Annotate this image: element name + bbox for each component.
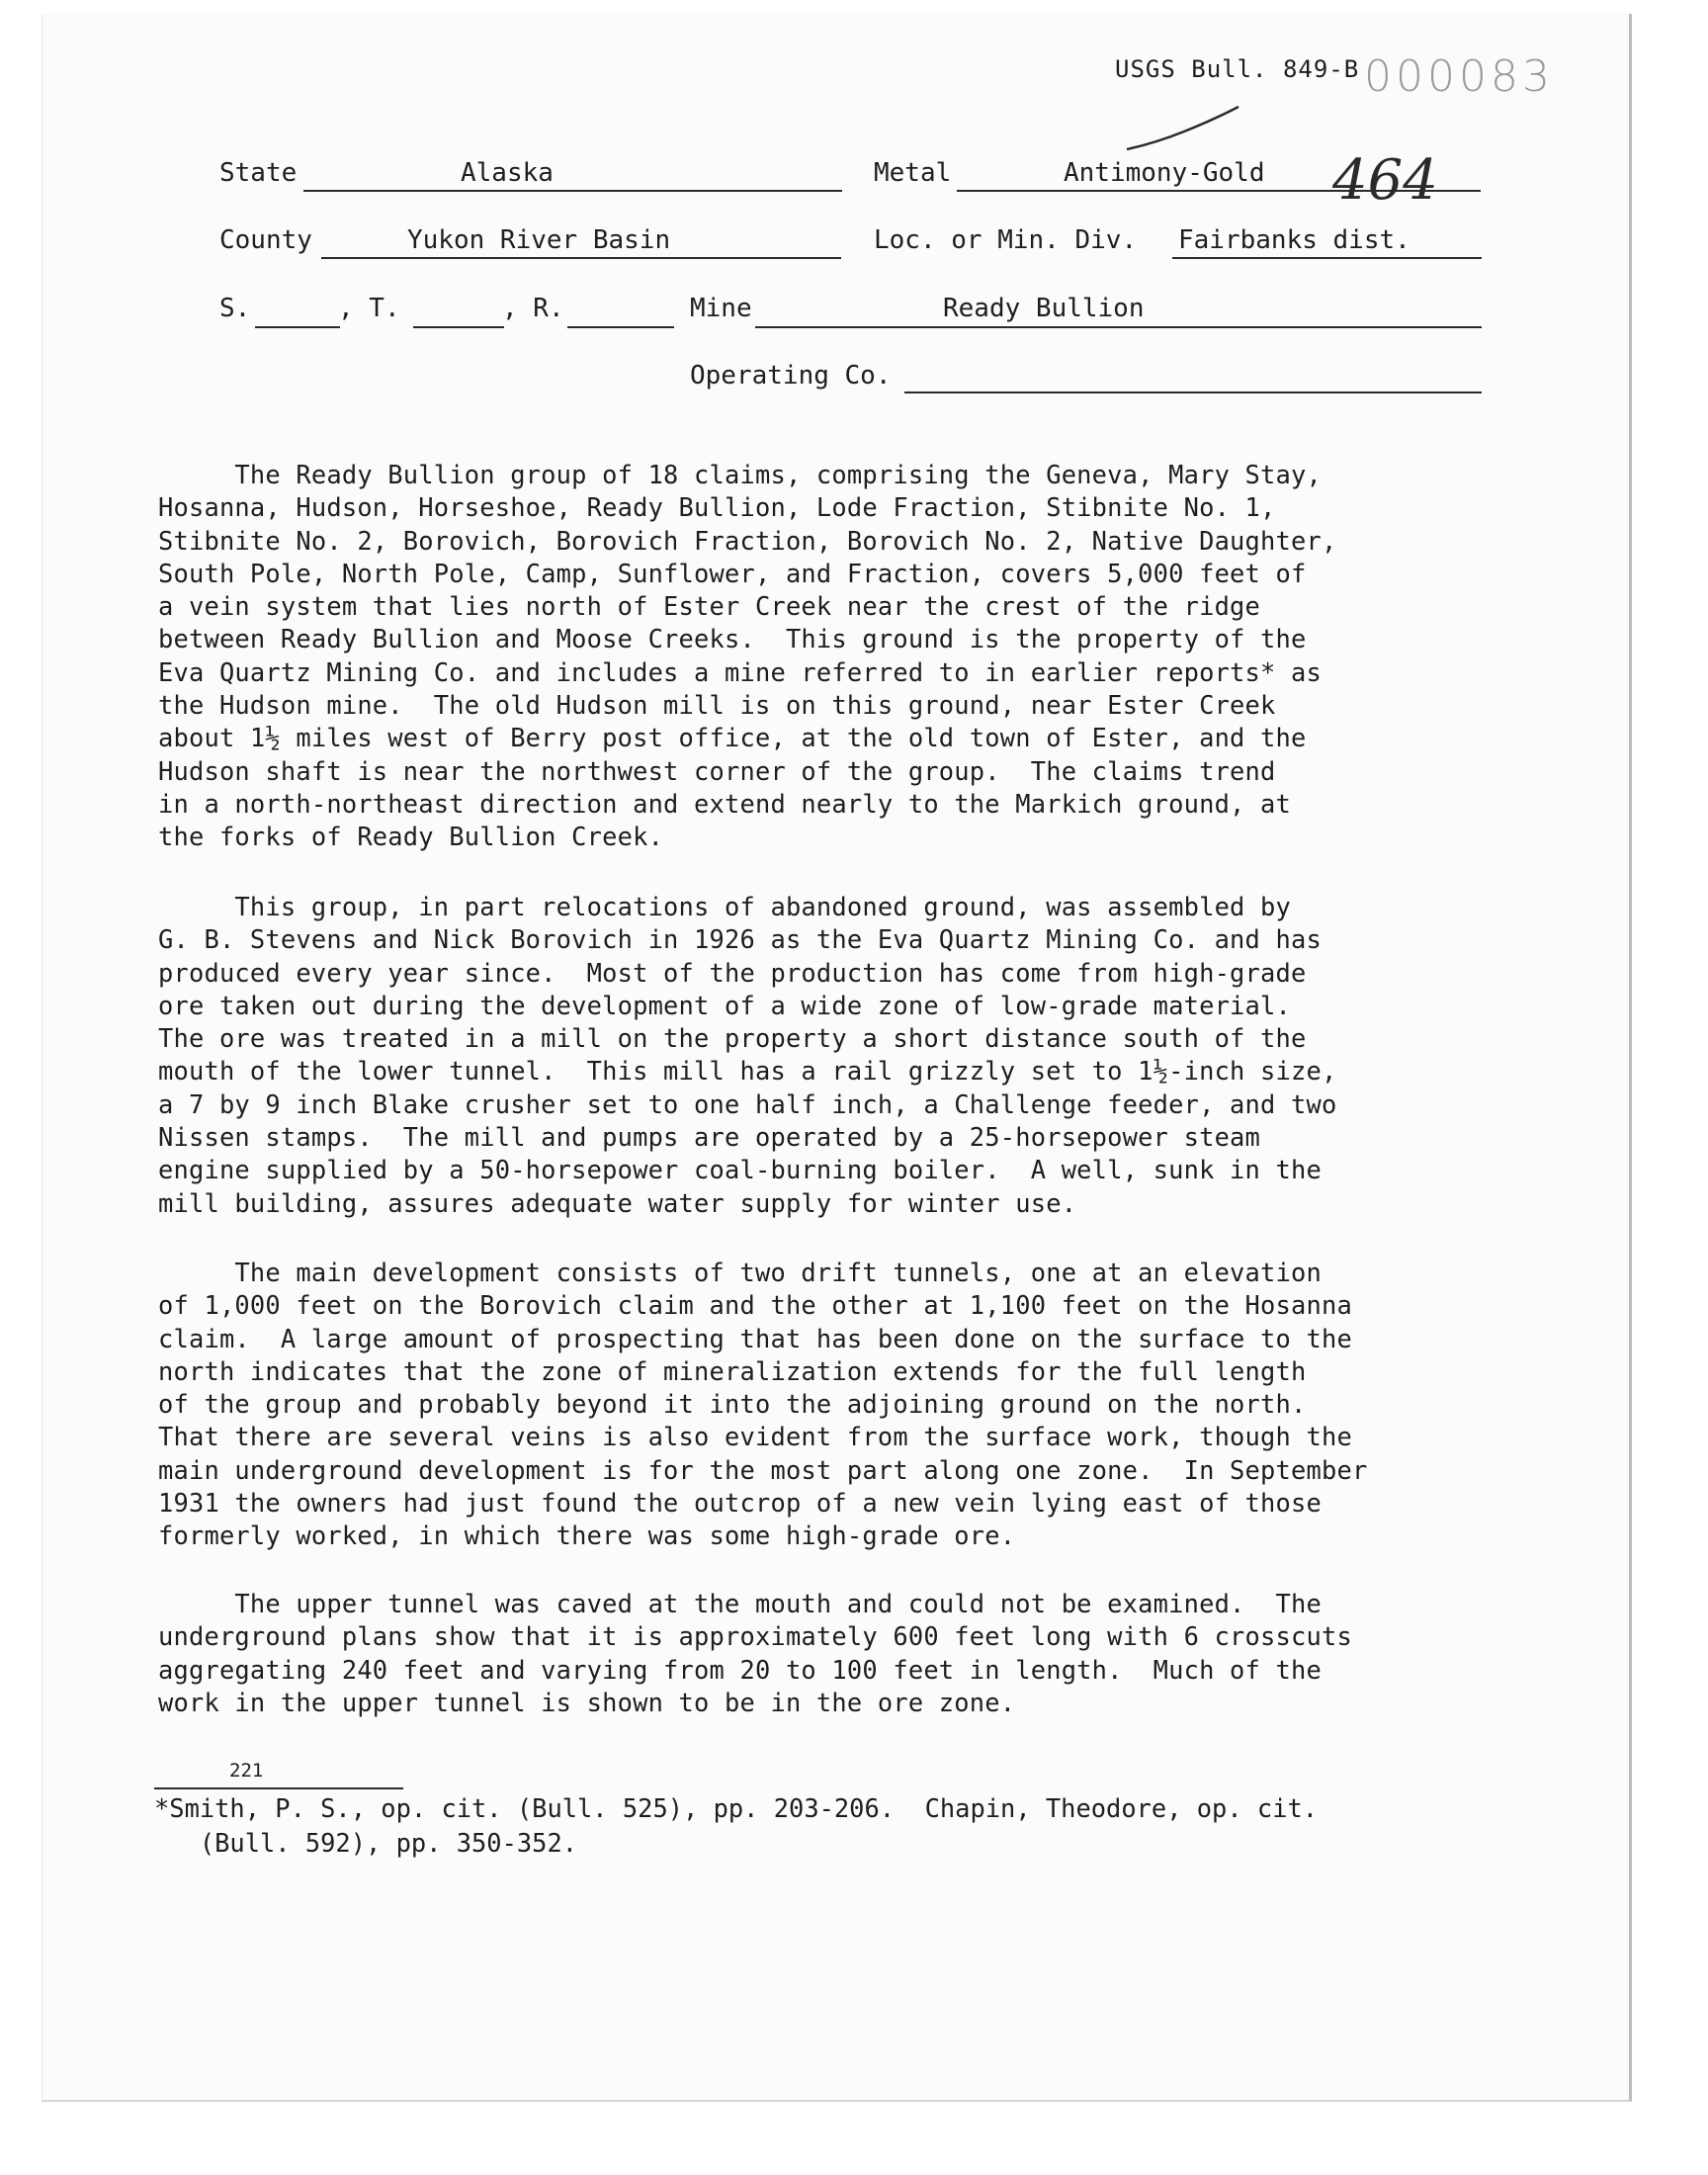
paragraph-history: This group, in part relocations of abandoned ground, was assembled by G. B. Stevens and Nick Borovich in 1926 as the Eva Quartz Mining Co. and has produced every year since. Most of the production has come from high-grade ore taken out during the development of a wide zone of low-grade material. The ore was treated in a mill on the property a short distance south of the mouth of the lower tunnel. This mill has a rail grizzly set to 1½-inch size, a 7 by 9 inch Blake crusher set to one half inch, a Challenge feeder, and two Nissen stamps. The mill and pumps are operated by a 25-horsepower steam engine supplied by a 50-horsepower coal-burning boiler. A well, sunk in the mill building, assures adequate water supply for winter use. xyxy=(158,892,1337,1218)
mine-value: Ready Bullion xyxy=(943,294,1145,323)
loc-value: Fairbanks dist. xyxy=(1178,225,1410,255)
metal-value: Antimony-Gold xyxy=(1064,158,1265,188)
bulletin-reference: USGS Bull. 849-B xyxy=(1115,55,1360,83)
paragraph-claims: The Ready Bullion group of 18 claims, comprising the Geneva, Mary Stay, Hosanna, Hudson, Horseshoe, Ready Bullion, Lode Fraction, Stibnite No. 1, Stibnite No. 2, Borovich, Borovich Fraction, Borovich No. 2, Native Daughter, South Pole, North Pole, Camp, Sunflower, and Fraction, covers 5,000 feet of a vein system that lies north of Ester Creek near the crest of the ridge between Ready Bullion and Moose Creeks. This ground is the property of the Eva Quartz Mining Co. and includes a mine referred to in earlier reports* as the Hudson mine. The old Hudson mill is on this ground, near Ester Creek about 1½ miles west of Berry post office, at the old town of Ester, and the Hudson shaft is near the northwest corner of the group. The claims trend in a north-northeast direction and extend nearly to the Markich ground, at the forks of Ready Bullion Creek. xyxy=(158,460,1337,852)
section-underline xyxy=(255,326,340,328)
state-label: State xyxy=(219,158,298,188)
county-value: Yukon River Basin xyxy=(407,225,671,255)
county-label: County xyxy=(219,225,312,255)
page-number: 221 xyxy=(229,1760,264,1782)
metal-label: Metal xyxy=(874,158,952,188)
loc-underline xyxy=(1172,257,1482,259)
state-underline xyxy=(303,190,842,192)
stamp-number: 000083 xyxy=(1364,51,1554,102)
mine-underline xyxy=(755,326,1482,328)
operating-company-label: Operating Co. xyxy=(690,361,892,391)
handwritten-check-mark xyxy=(1125,104,1243,163)
mine-label: Mine xyxy=(690,294,752,323)
township-label: , T. xyxy=(338,294,400,323)
operating-company-underline xyxy=(904,392,1482,393)
range-label: , R. xyxy=(502,294,564,323)
range-underline xyxy=(567,326,674,328)
footnote: *Smith, P. S., op. cit. (Bull. 525), pp. 203-206. Chapin, Theodore, op. cit. (Bull. 592), pp. 350-352. xyxy=(154,1793,1319,1858)
state-value: Alaska xyxy=(461,158,554,188)
loc-label: Loc. or Min. Div. xyxy=(874,225,1138,255)
county-underline xyxy=(321,257,841,259)
paragraph-upper-tunnel: The upper tunnel was caved at the mouth and could not be examined. The underground plans show that it is approximately 600 feet long with 6 crosscuts aggregating 240 feet and varying from 20 to 100 feet in length. Much of the work in the upper tunnel is shown to be in the ore zone. xyxy=(158,1589,1352,1717)
handwritten-number: 464 xyxy=(1332,148,1438,213)
metal-underline xyxy=(957,190,1481,192)
footnote-rule xyxy=(154,1787,403,1789)
section-label: S. xyxy=(219,294,251,323)
paragraph-development: The main development consists of two drift tunnels, one at an elevation of 1,000 feet on the Borovich claim and the other at 1,100 feet on the Hosanna claim. A large amount of prospecting that has been done on the surface to the north indicates that the zone of mineralization extends for the full length of the group and probably beyond it into the adjoining ground on the north. That there are several veins is also evident from the surface work, though the main underground development is for the most part along one zone. In September 1931 the owners had just found the outcrop of a new vein lying east of those formerly worked, in which there was some high-grade ore. xyxy=(158,1258,1368,1551)
township-underline xyxy=(413,326,504,328)
